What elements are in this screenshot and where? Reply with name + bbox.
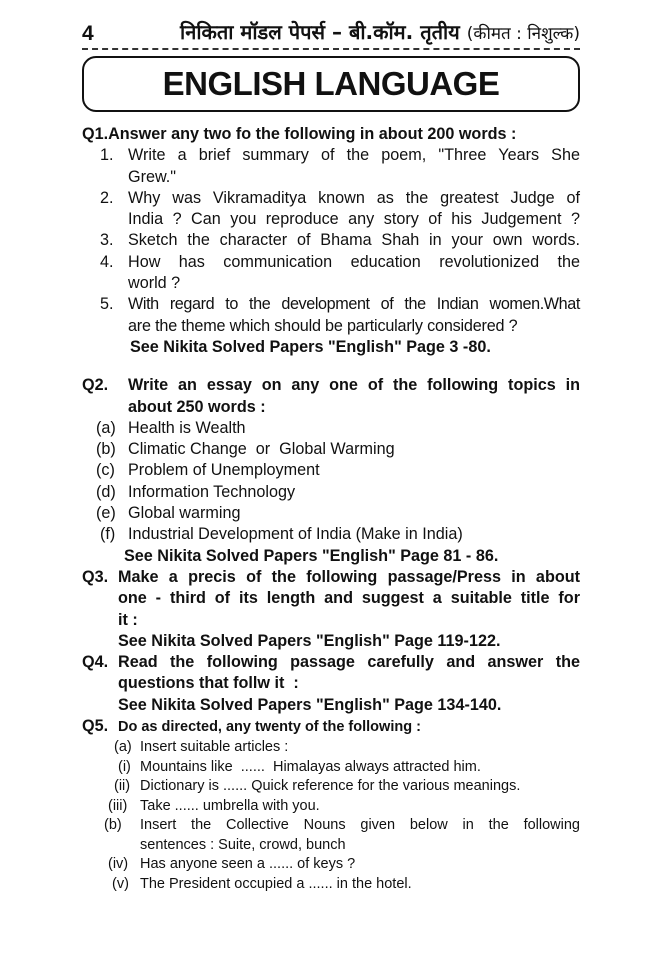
item-line: sentences : Suite, crowd, bunch bbox=[140, 836, 346, 853]
title-box bbox=[82, 56, 580, 112]
item-text: Information Technology bbox=[128, 482, 296, 501]
item-numeral: (v) bbox=[112, 875, 129, 892]
q5-heading bbox=[82, 716, 580, 738]
section-spacer bbox=[82, 358, 580, 375]
q1-heading bbox=[82, 124, 580, 145]
list-item-continued bbox=[82, 316, 580, 337]
item-text: Mountains like ...... Himalayas always attracted him. bbox=[140, 758, 481, 775]
list-item-continued bbox=[82, 167, 580, 188]
header-price: (कीमत : निशुल्क) bbox=[466, 24, 580, 44]
q5-label: Q5. bbox=[82, 717, 109, 736]
list-item bbox=[82, 418, 580, 439]
item-letter: (d) bbox=[96, 482, 116, 501]
list-item bbox=[82, 758, 580, 778]
item-number: 1. bbox=[100, 146, 114, 165]
q3-text-line: one - third of its length and suggest a suitable title for bbox=[118, 589, 580, 608]
item-numeral: (iv) bbox=[108, 856, 129, 873]
q5-list bbox=[82, 738, 580, 894]
item-letter: (b) bbox=[96, 440, 116, 459]
q3-heading-continued bbox=[82, 588, 580, 609]
page-header bbox=[82, 16, 580, 50]
item-text: Dictionary is ...... Quick reference for the various meanings. bbox=[140, 778, 521, 795]
list-item bbox=[82, 252, 580, 273]
item-text: Problem of Unemployment bbox=[128, 461, 320, 480]
q4-label: Q4. bbox=[82, 653, 109, 672]
item-line: Why was Vikramaditya known as the greatest Judge of bbox=[128, 188, 580, 207]
list-item bbox=[82, 294, 580, 315]
q1-list bbox=[82, 145, 580, 337]
q3-text-line: Make a precis of the following passage/Press in about bbox=[118, 567, 580, 586]
item-text: Health is Wealth bbox=[128, 418, 246, 437]
item-letter: (a) bbox=[96, 418, 116, 437]
q3-label: Q3. bbox=[82, 567, 109, 586]
item-numeral: (ii) bbox=[114, 778, 131, 795]
item-line: Write a brief summary of the poem, "Three Years She bbox=[128, 146, 580, 165]
item-letter: (b) bbox=[104, 817, 122, 834]
list-item bbox=[82, 188, 580, 209]
item-line: Sketch the character of Bhama Shah in your own words. bbox=[128, 231, 580, 250]
item-number: 4. bbox=[100, 252, 114, 271]
q2-list bbox=[82, 418, 580, 546]
q2-text-line: about 250 words : bbox=[128, 397, 266, 416]
q2-heading-continued bbox=[82, 397, 580, 418]
q2-heading bbox=[82, 375, 580, 396]
item-line: Grew." bbox=[128, 167, 177, 186]
q4-reference: See Nikita Solved Papers "English" Page 134-140. bbox=[118, 695, 502, 714]
list-item bbox=[82, 738, 580, 758]
q2-text-line: Write an essay on any one of the following topics in bbox=[128, 376, 580, 395]
list-item bbox=[82, 797, 580, 817]
q3-reference: See Nikita Solved Papers "English" Page 119-122. bbox=[118, 631, 501, 650]
q1-reference: See Nikita Solved Papers "English" Page 3 -80. bbox=[130, 337, 491, 356]
item-text: Take ...... umbrella with you. bbox=[140, 797, 320, 814]
list-item bbox=[82, 482, 580, 503]
list-item-continued bbox=[82, 836, 580, 856]
list-item bbox=[82, 524, 580, 545]
item-text: The President occupied a ...... in the hotel. bbox=[140, 875, 412, 892]
list-item bbox=[82, 875, 580, 895]
item-line: With regard to the development of the Indian women.What bbox=[128, 295, 580, 314]
q2-label: Q2. bbox=[82, 376, 109, 395]
item-line: How has communication education revolutionized the bbox=[128, 252, 580, 271]
q4-heading bbox=[82, 652, 580, 673]
item-line: world ? bbox=[128, 274, 181, 293]
page-title: ENGLISH LANGUAGE bbox=[162, 65, 500, 102]
page-number: 4 bbox=[82, 22, 94, 45]
item-line: are the theme which should be particularly considered ? bbox=[128, 316, 518, 335]
item-text: Climatic Change or Global Warming bbox=[128, 440, 395, 459]
item-text: Insert suitable articles : bbox=[140, 739, 289, 756]
item-numeral: (iii) bbox=[108, 797, 128, 814]
item-line: India ? Can you reproduce any story of his Judgement ? bbox=[128, 210, 580, 229]
q3-heading bbox=[82, 567, 580, 588]
list-item bbox=[82, 816, 580, 836]
item-letter: (c) bbox=[96, 461, 115, 480]
question-content bbox=[82, 124, 580, 894]
header-series: निकिता मॉडल पेपर्स – बी.कॉम. तृतीय bbox=[180, 20, 460, 44]
list-item bbox=[82, 503, 580, 524]
item-text: Industrial Development of India (Make in India) bbox=[128, 525, 463, 544]
item-number: 2. bbox=[100, 188, 114, 207]
item-number: 5. bbox=[100, 295, 114, 314]
item-number: 3. bbox=[100, 231, 114, 250]
item-line: Insert the Collective Nouns given below in the following bbox=[140, 817, 580, 834]
q4-text-line: questions that follw it : bbox=[118, 674, 299, 693]
q5-text: Do as directed, any twenty of the following : bbox=[118, 719, 421, 736]
q3-heading-continued bbox=[82, 610, 580, 631]
list-item bbox=[82, 145, 580, 166]
q3-text-line: it : bbox=[118, 610, 138, 629]
list-item-continued bbox=[82, 209, 580, 230]
list-item bbox=[82, 439, 580, 460]
header-title bbox=[180, 18, 580, 45]
list-item bbox=[82, 777, 580, 797]
item-text: Global warming bbox=[128, 504, 241, 523]
item-letter: (a) bbox=[114, 739, 132, 756]
list-item bbox=[82, 230, 580, 251]
item-numeral: (i) bbox=[118, 758, 131, 775]
header-divider bbox=[82, 48, 580, 50]
item-text: Has anyone seen a ...... of keys ? bbox=[140, 856, 356, 873]
q1-label: Q1. bbox=[82, 125, 109, 143]
q1-text: Answer any two fo the following in about 200 words : bbox=[108, 125, 517, 143]
q4-text-line: Read the following passage carefully and answer the bbox=[118, 653, 580, 672]
q4-heading-continued bbox=[82, 673, 580, 694]
item-letter: (f) bbox=[100, 525, 116, 544]
list-item bbox=[82, 855, 580, 875]
list-item-continued bbox=[82, 273, 580, 294]
q2-reference: See Nikita Solved Papers "English" Page 81 - 86. bbox=[124, 546, 499, 565]
list-item bbox=[82, 460, 580, 481]
item-letter: (e) bbox=[96, 504, 116, 523]
